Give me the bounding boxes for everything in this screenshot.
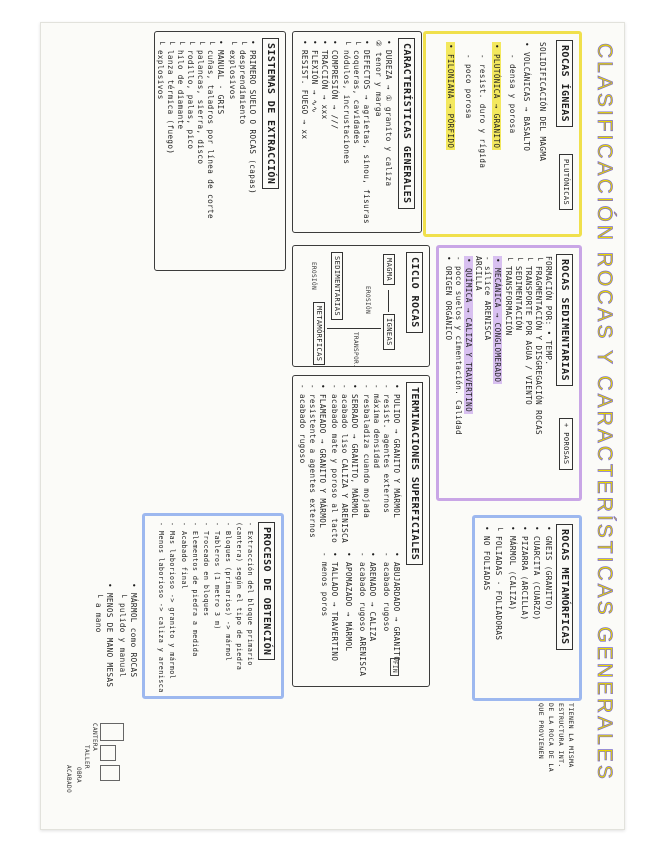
ciclo-node-igneas: ÍGNEAS — [383, 314, 395, 350]
extra-line: • MENOS DE MANO MESAS — [105, 583, 114, 688]
metamorficas-note: QUE PROVIENEN — [537, 703, 545, 760]
cantera-sketch — [100, 723, 124, 741]
extraccion-line: └ desprendimiento — [238, 40, 247, 125]
proceso-line: - Extracción del bloque primario — [246, 522, 254, 666]
metamorficas-line: • MÁRMOL (CALIZA) — [508, 526, 517, 611]
terminaciones-line: - acabado rugoso — [298, 384, 307, 464]
metamorficas-note: DE LA ROCA DE LA — [547, 703, 555, 773]
terminaciones-line: - resbaladiza cuando mojada — [362, 384, 371, 519]
ciclo-arrow-label: EROSIÓN — [364, 286, 371, 315]
igneas-line: SOLIDIFICACIÓN DEL MAGMA — [538, 42, 547, 162]
obra-sketch — [100, 765, 120, 781]
terminaciones-line: - acabado mate y poroso al tacto — [330, 384, 339, 544]
terminaciones-line: - resistente a agentes externos — [308, 384, 317, 539]
ciclo-arrow-label: EROSIÓN — [310, 262, 317, 291]
sedimentarias-line: • MECÁNICA → CONGLOMERADO — [493, 258, 502, 383]
ciclo-title: CICLO ROCAS — [406, 252, 423, 333]
terminaciones-line: • FLAMEADO → GRANITO Y MÁRMOL — [318, 384, 327, 529]
caracteristicas-line: • DEFECTOS → agrietas, sinou, fisuras — [362, 40, 371, 224]
metamorficas-note: TIENEN LA MISMA — [567, 703, 575, 768]
extraccion-line: └ palancas, sierra, disco — [196, 40, 205, 165]
ciclo-arrow-label: TRANSPOR. — [352, 332, 359, 369]
extra-line: └ pulido y manual — [118, 593, 127, 678]
terminaciones-line: - máxima densidad — [372, 384, 381, 469]
sedimentarias-tag: + POROSAS — [559, 418, 573, 470]
taller-sketch — [100, 745, 116, 761]
extraccion-line: • PRIMERO SUELO O ROCAS (capas) — [248, 40, 257, 195]
sedimentarias-line: • QUÍMICA → CALIZA Y TRAVERTINO — [464, 258, 473, 413]
extraccion-box — [154, 31, 286, 271]
proceso-box — [142, 513, 284, 699]
extra-line: └ a mano — [94, 593, 103, 633]
proceso-line: - Menos laborioso -> caliza y arenisca — [157, 522, 165, 693]
rotated-content — [41, 23, 624, 829]
sketch-label: OBRA — [75, 767, 82, 784]
sedimentarias-line: └ FRAGMENTACIÓN Y DISGREGACIÓN ROCAS — [534, 256, 543, 435]
metamorficas-title: ROCAS METAMÓRFICAS — [556, 524, 573, 650]
caracteristicas-line: └ nódulos, incrustaciones — [342, 40, 351, 165]
terminaciones-line: • ARENADO → CALIZA — [368, 552, 377, 642]
proceso-line: - Mas laborioso -> granito y mármol — [168, 522, 176, 680]
sedimentarias-line: - sílice ARENISCA — [483, 256, 492, 341]
ciclo-node-sedimentarias: SEDIMENTARIAS — [331, 252, 343, 320]
caracteristicas-line: ② tenor y marga — [374, 40, 383, 117]
extraccion-line: └ lanza térmica (fuego) — [166, 40, 175, 155]
caracteristicas-title: CARACTERÍSTICAS GENERALES — [398, 38, 415, 209]
terminaciones-line: • TALLADO → TRAVERTINO — [330, 552, 339, 662]
paper-sheet — [40, 22, 625, 830]
sedimentarias-line: ARCILLA — [474, 256, 483, 291]
metamorficas-note: ESTRUCTURA INT. — [557, 703, 565, 768]
metamorficas-line: • GNEIS (GRANITO) — [544, 526, 553, 611]
ciclo-box — [292, 245, 430, 367]
terminaciones-box — [292, 375, 430, 687]
igneas-line: - densa y porosa — [508, 54, 517, 134]
metamorficas-line: • PIZARRA (ARCILLA) — [520, 526, 529, 621]
terminaciones-line: - resist. agentes externos — [382, 384, 391, 514]
igneas-line: - poco porosa — [464, 54, 473, 119]
terminaciones-title: TERMINACIONES SUPERFICIALES — [406, 382, 423, 565]
metamorficas-line: • NO FOLIADAS — [482, 526, 491, 591]
sedimentarias-box — [436, 245, 582, 501]
metamorficas-line: • CUARCITA (CUARZO) — [532, 526, 541, 621]
proceso-line: - Bloques (primarios) -> mármol — [224, 522, 232, 662]
extraccion-line: └ rodillo, palas, pico — [186, 40, 195, 150]
ciclo-arrow — [327, 328, 381, 329]
proceso-line: - Troceado en bloques — [202, 522, 210, 617]
sedimentarias-line: FORMACIÓN POR: • TEMP. — [544, 256, 553, 366]
metamorficas-box — [472, 515, 582, 701]
igneas-line: • VOLCÁNICAS → BASALTO — [522, 42, 531, 152]
page-title: CLASIFICACIÓN ROCAS Y CARACTERÍSTICAS GENERALES — [593, 43, 616, 782]
caracteristicas-line: • DUREZA → ① granito y caliza — [384, 40, 393, 187]
sketch-label: CANTERA — [91, 723, 98, 752]
extraccion-line: └ cuñas, taladros por línea de corte — [206, 40, 215, 219]
igneas-line: • FILONIANA → PÓRFIDO — [446, 44, 455, 149]
igneas-box — [423, 31, 582, 237]
proceso-line: - Acabado final — [180, 522, 188, 590]
ciclo-node-metamorficas: METAMÓRFICAS — [313, 302, 325, 365]
caracteristicas-line: • TRACCIÓN → xxx — [320, 40, 329, 120]
terminaciones-tag: FIN — [390, 658, 399, 676]
proceso-line: (cantera) según el tipo de piedra — [235, 522, 243, 671]
proceso-line: - Tableros (1 metro 3 m) — [213, 522, 221, 630]
metamorficas-line: └ FOLIADAS · FOLIADORAS — [494, 526, 503, 641]
terminaciones-line: - acabado liso CALIZA Y ARENISCA — [340, 384, 349, 544]
terminaciones-line: - menos poros — [320, 552, 329, 617]
extraccion-line: └ explosivos — [156, 40, 165, 100]
sedimentarias-title: ROCAS SEDIMENTARIAS — [556, 254, 573, 386]
extra-line: • MÁRMOL como ROCAS — [129, 583, 138, 678]
terminaciones-line: • ABUJARDADO → GRANITO — [392, 552, 401, 662]
terminaciones-line: - acabado rugoso ARENISCA — [358, 552, 367, 677]
proceso-title: PROCESO DE OBTENCIÓN — [258, 522, 275, 660]
caracteristicas-line: • FLEXIÓN → ∿∿ — [310, 40, 319, 114]
igneas-line: • PLUTÓNICA → GRANITO — [492, 44, 501, 149]
sketch-label: ACABADO — [65, 765, 72, 794]
igneas-line: - resist. duro y rígida — [478, 54, 487, 169]
terminaciones-line: - acabado rugoso — [382, 552, 391, 632]
extraccion-title: SISTEMAS DE EXTRACCIÓN — [262, 38, 279, 189]
sedimentarias-line: └ TRANSPORTE POR AGUA / VIENTO — [524, 256, 533, 406]
terminaciones-line: • SERRADO → GRANITO, MÁRMOL — [350, 384, 359, 519]
sedimentarias-line: • ORIGEN ORGÁNICO — [444, 256, 453, 341]
ciclo-arrow — [388, 290, 389, 312]
sketch-label: TALLER — [83, 745, 90, 770]
igneas-title: ROCAS ÍGNEAS — [556, 40, 573, 127]
sedimentarias-line: - poco suelos y cimentación. Calidad — [454, 256, 463, 435]
sedimentarias-line: └ TRANSFORMACIÓN — [504, 256, 513, 336]
caracteristicas-line: └ coqueras, cavidades — [352, 40, 361, 145]
terminaciones-line: • APOMAZADO → MÁRMOL — [344, 552, 353, 652]
ciclo-node-magma: MAGMA — [383, 254, 395, 285]
terminaciones-line: • PULIDO → GRANITO Y MÁRMOL — [392, 384, 401, 519]
caracteristicas-line: • RESIST. FUEGO → xx — [300, 40, 309, 140]
caracteristicas-box — [292, 31, 422, 233]
extraccion-line: └ explosivos — [228, 40, 237, 100]
caracteristicas-line: • COMPRESIÓN → /// — [330, 40, 339, 130]
igneas-tag: PLUTÓNICAS — [559, 154, 573, 210]
extraccion-line: └ hilo de diamante — [176, 40, 185, 130]
sedimentarias-line: └ SEDIMENTACIÓN — [514, 256, 523, 331]
proceso-line: - Elementos de piedra a medida — [191, 522, 199, 657]
extraccion-line: • MANUAL · GRIS — [216, 40, 225, 115]
